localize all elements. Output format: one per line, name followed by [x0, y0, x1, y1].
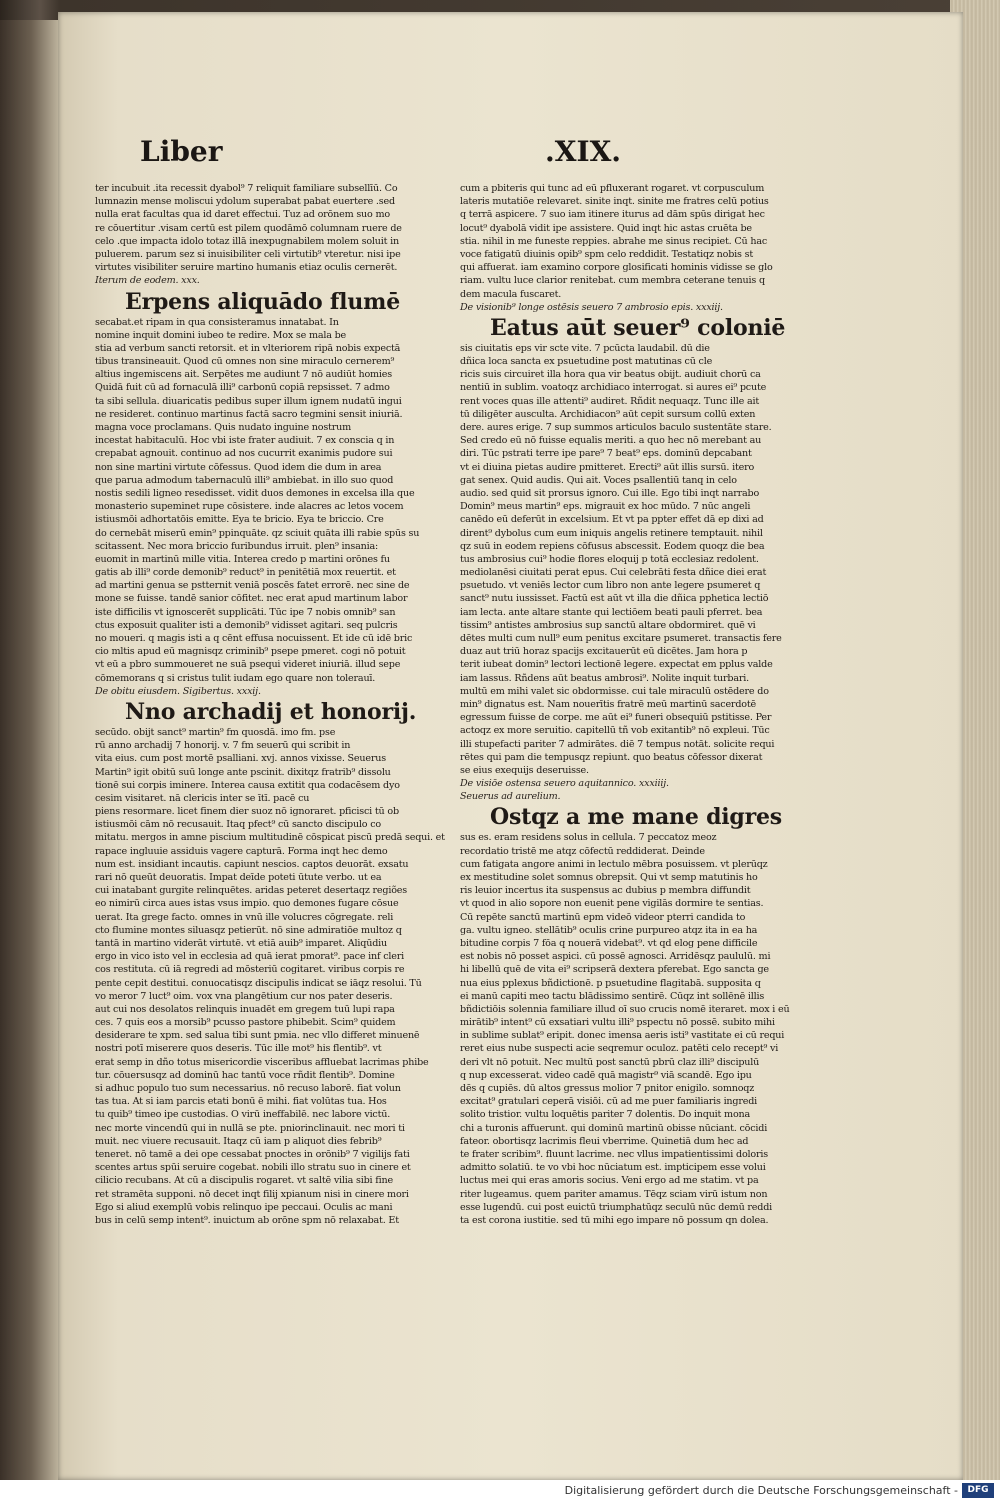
text-line: istiusmōi cām nō recusauit. Itaq pfect⁹ cū sancto discipulo co [95, 819, 381, 831]
text-line: magna voce proclamans. Quis nudato inguine nostrum [95, 422, 352, 433]
text-line: ad martini genua se pstternit veniā poscēs fatet errorē. nec sine de [95, 580, 410, 592]
text-line: dem macula fuscaret. [460, 288, 562, 300]
text-line: diri. Tūc pstrati terre ipe pare⁹ 7 beat⁹ eps. dominū depcabant [460, 448, 752, 460]
text-line: gat senex. Quid audis. Qui ait. Voces psallentiū tanq in celo [460, 474, 737, 486]
chapter-incipit: Nno archadij et honorij. [125, 698, 417, 725]
text-line: nua eius pplexus bñdictionē. p psuetudine flagitabā. supposita q [460, 977, 761, 989]
text-line: Domin⁹ meus martin⁹ eps. migrauit ex hoc mūdo. 7 nūc angeli [460, 501, 751, 513]
text-line: rētes qui pam die tempusqz repiunt. quo beatus cōfessor dixerat [460, 751, 763, 763]
text-line: illi stupefacti pariter 7 admirātes. diē 7 tempus notāt. solicite requi [460, 738, 775, 750]
text-line: virtutes visibiliter seruire martino humanis etiaz oculis cernerēt. [95, 262, 398, 274]
text-line: rari nō queūt deuoratis. Impat deīde poteti ūtute verbo. ut ea [95, 872, 382, 883]
text-line: eo nimirū circa aues istas vsus impio. quo demones fugare cōsue [95, 898, 399, 910]
text-line: q nup excesserat. video cadē quā magistr⁹ viā scandē. Ego ipu [460, 1069, 752, 1081]
text-line: cto flumine montes siluasqz petierūt. nō sine admiratiōe multoz q [95, 924, 402, 936]
text-line: tantā in martino viderāt virtutē. vt etiā auib⁹ imparet. Aliqūdiu [95, 937, 387, 949]
text-line: puluerem. parum sez si inuisibiliter celi virtutib⁹ vteretur. nisi ipe [95, 248, 401, 260]
text-line: tū diligēter ausculta. Archidiacon⁹ aūt cepit sursum collū exten [460, 408, 756, 420]
footer-strip [0, 1480, 1000, 1502]
text-line: qui affuerat. iam examino corpore glosificati hominis vidisse se glo [460, 262, 773, 274]
text-line: min⁹ dignatus est. Nam nouerītis fratrē meū martinū sacerdotē [460, 698, 756, 710]
text-line: do cernebāt miserū emin⁹ ppinquāte. qz sciuit quāta illi rabie spūs su [95, 527, 420, 539]
text-line: sus es. eram residens solus in cellula. 7 peccatoz meoz [460, 832, 717, 844]
text-line: ricis suis circuiret illa hora qua vir beatus obijt. audiuit chorū ca [460, 369, 761, 381]
chapter-incipit: Erpens aliquādo flumē [125, 288, 400, 315]
text-line: aut cui nos desolatos relinquis inuadēt em gregem tuū lupi rapa [95, 1003, 395, 1015]
text-line: nostis sedili ligneo resedisset. vidit duos demones in excelsa illa que [95, 487, 415, 499]
text-line: psuetudo. vt veniēs lector cum libro non ante legere psumeret q [460, 580, 761, 592]
text-line: stia. nihil in me funeste reppies. abrahe me sinus recipiet. Cū hac [460, 235, 768, 247]
text-line: num est. insidiant incautis. capiunt nescios. captos deuorāt. exsatu [95, 858, 409, 870]
text-line: cos restituta. cū iā regredi ad mōsteriū cogitaret. viribus corpis re [95, 964, 405, 976]
text-line: nomine inquit domini iubeo te redire. Mox se mala be [95, 329, 347, 341]
text-line: tibus transineauit. Quod cū omnes non sine miraculo cernerem⁹ [95, 356, 395, 368]
text-line: vita eius. cum post mortē psalliani. xvj. annos vixisse. Seuerus [95, 753, 386, 765]
text-line: nec morte vincendū qui in nullā se pte. pniorinclinauit. nec mori ti [95, 1122, 405, 1134]
text-line: ctus exposuit qualiter isti a demonib⁹ vidisset agitari. seq pulcris [95, 619, 398, 631]
text-line: vo meror 7 luct⁹ oim. vox vna plangētium cur nos pater deseris. [95, 990, 393, 1002]
text-line: incestat habitaculū. Hoc vbi iste frater audiuit. 7 ex conscia q in [95, 435, 395, 447]
text-line: vt quod in alio sopore non euenit pene vigilās dormire te sentias. [460, 898, 764, 910]
text-line: riter lugeamus. quem pariter amamus. Tēqz sciam virū istum non [460, 1188, 768, 1200]
text-line: chi a turonis affuerunt. qui dominū martinū obisse nūciant. cōcidi [460, 1122, 768, 1134]
text-line: crepabat agnouit. continuo ad nos cucurrit exanimis pudore sui [95, 448, 393, 460]
text-line: rū anno archadij 7 honorij. v. 7 fm seuerū qui scribit in [95, 740, 351, 752]
text-line: Ego si aliud exemplū vobis relinquo ipe peccaui. Oculis ac mani [95, 1201, 393, 1213]
text-line: secabat.et ripam in qua consisteramus innatabat. In [95, 316, 339, 328]
chapter-rubric: De visionib⁹ longe ostēsis seuero 7 ambrosio epis. xxxiij. [460, 301, 723, 313]
text-line: nostri potī miserere quos deseris. Tūc ille mot⁹ his flentib⁹. vt [95, 1043, 382, 1055]
text-line: celo .que impacta idolo totaz illā inexpugnabilem molem soluit in [95, 235, 399, 247]
text-line: in sublime sublat⁹ eripit. donec imensa aeris isti⁹ vastitate ei cū requi [460, 1030, 785, 1042]
text-line: rapace ingluuie assiduis vagere capturā. Forma inqt hec demo [95, 845, 388, 857]
text-line: excitat⁹ gratulari ceperā visiōi. cū ad me puer familiaris ingredi [460, 1096, 758, 1108]
text-line: voce fatigatū diuinis opib⁹ spm celo reddidit. Testatiqz nobis st [460, 248, 753, 260]
text-line: audio. sed quid sit prorsus ignoro. Cui ille. Ego tibi inqt narrabo [460, 487, 760, 499]
text-line: multū em mihi valet sic obdormisse. cui tale miraculū ostēdere do [460, 685, 769, 697]
text-line: bitudine corpis 7 fōa q nouerā videbat⁹. vt qd elog pene difficile [460, 937, 758, 949]
text-line: dētes multi cum null⁹ eum penitus excitare psumeret. transactis fere [460, 633, 782, 644]
text-line: mone se fuisse. tandē sanior cōfitet. nec erat apud martinum labor [95, 593, 408, 605]
text-line: cesim visitaret. nā clericis inter se ītī. pacē cu [95, 792, 310, 804]
text-line: mediolanēsi ciuitati perat epus. Cui celebrāti festa dñice diei erat [460, 567, 767, 579]
text-line: dirent⁹ dybolus cum eum iniquis angelis retinere temptauit. nihil [460, 527, 763, 539]
text-line: tionē sui corpis iminere. Interea causa extitit qua codacēsem dyo [95, 779, 400, 791]
text-line: lumnazin mense moliscui ydolum superabat pabat euertere .sed [95, 196, 395, 208]
text-line: qz suū in eodem repiens cōfusus abscessit. Eodem quoqz die bea [460, 540, 765, 552]
text-line: ex mestitudine solet somnus obrepsit. Qui vt semp matutinis ho [460, 872, 758, 883]
text-line: desiderare te xpm. sed salua tibi sunt pmia. nec vllo differet minuenē [95, 1030, 420, 1042]
text-line: solito tristior. vultu loquētis pariter 7 dolentis. Do inquit mona [460, 1109, 751, 1121]
chapter-incipit: Eatus aūt seuer⁹ coloniē [490, 314, 786, 341]
text-line: vt ei diuina pietas audire pmitteret. Erecti⁹ aūt illis sursū. itero [460, 461, 755, 473]
text-line: ces. 7 quis eos a morsib⁹ pcusso pastore phibebit. Scim⁹ quidem [95, 1017, 396, 1029]
text-line: ne resideret. continuo martinus factā sacro tegmini sensit iniuriā. [95, 408, 403, 420]
text-line: muit. nec viuere recusauit. Itaqz cū iam p aliquot dies febrib⁹ [95, 1135, 382, 1147]
text-line: Cū repēte sanctū martinū epm videō videor pterri candida to [460, 911, 746, 923]
text-line: esse lugendū. cui post euictū triumphatūqz seculū nūc demū reddi [460, 1201, 773, 1213]
text-line: tu quib⁹ timeo ipe custodias. O virū ineffabilē. nec labore victū. [95, 1109, 391, 1121]
text-line: lateris mutatiōe relevaret. sinite inqt. sinite me fratres celū potius [460, 196, 769, 208]
chapter-rubric: De visiōe ostensa seuero aquitannico. xxxiiij. [460, 778, 669, 790]
text-line: ergo in vico isto vel in ecclesia ad quā ierat pmorat⁹. pace inf cleri [95, 951, 404, 963]
text-line: cōmemorans q si cristus tulit iudam ego quare non tolerauī. [95, 672, 376, 684]
text-line: hi libellū quē de vita ei⁹ scripserā dextera pferebat. Ego sancta ge [460, 964, 769, 976]
text-line: deri vlt nō potuit. Nec multū post sanctū pbrū claz illi⁹ discipulū [460, 1056, 760, 1068]
text-line: pente cepit destitui. conuocatisqz discipulis indicat se iāqz resolui. Tū [95, 977, 422, 989]
text-line: scentes artus spūi seruire cogebat. nobili illo stratu suo in cinere et [95, 1162, 411, 1174]
text-line: stia ad verbum sancti retorsit. et in vlteriorem ripā nobis expectā [95, 342, 401, 354]
text-line: ret stramēta supponi. nō decet inqt filij xpianum nisi in cinere mori [95, 1188, 409, 1200]
text-line: se eius exequijs deseruisse. [460, 764, 589, 776]
text-line: cum a pbiteris qui tunc ad eū pfluxerant rogaret. vt corpusculum [460, 183, 765, 194]
text-line: tus ambrosius cui⁹ hodie flores eloquij p totā ecclesiaz redolent. [460, 553, 759, 565]
text-line: te frater scribim⁹. fluunt lacrime. nec vllus impatientissimi doloris [460, 1148, 768, 1160]
text-line: ris leuior incertus ita suspensus ac dubius p membra diffundit [460, 885, 751, 897]
text-line: secūdo. obijt sanct⁹ martin⁹ fm quosdā. imo fm. pse [95, 726, 336, 738]
text-line: uerat. Ita grege facto. omnes in vnū ille volucres cōgregate. reli [95, 911, 394, 923]
text-line: cilicio recubans. At cū a discipulis rogaret. vt saltē vilia sibi fine [95, 1175, 393, 1187]
text-line: egressum fuisse de corpe. me aūt ei⁹ funeri obsequiū pstitisse. Per [460, 712, 772, 724]
text-line: riam. vultu luce clarior renitebat. cum membra ceterane tenuis q [460, 275, 765, 287]
text-line: monasterio supeminet rupe cōsistere. inde alacres ac letos vocem [95, 501, 404, 513]
text-line: nulla erat facultas qua id daret effectui. Tuz ad orōnem suo mo [95, 209, 390, 221]
text-line: euomit in martinū mille vitia. Interea credo p martini orōnes fu [95, 553, 390, 565]
funding-credit: Digitalisierung gefördert durch die Deutsche Forschungsgemeinschaft - [564, 1484, 958, 1497]
text-line: tas tua. At si iam parcis etati bonū ē mihi. fiat volūtas tua. Hos [95, 1096, 387, 1108]
text-line: actoqz ex more seruitio. capitellū tñ vob exitantib⁹ nō expleui. Tūc [460, 725, 770, 737]
text-line: fateor. obortisqz lacrimis fleui vberrime. Quinetiā dum hec ad [460, 1135, 749, 1147]
text-line: rent voces quas ille attenti⁹ audiret. Rñdit nequaqz. Tunc ille ait [460, 395, 760, 407]
text-line: Quidā fuit cū ad fornaculā illi⁹ carbonū copiā repsisset. 7 admo [95, 382, 390, 394]
text-line: bñdictiōis solennia familiare illud oī suo crucis nomē iteraret. mox i eū [460, 1003, 790, 1015]
text-line: dñica loca sancta ex psuetudine post matutinas cū cle [460, 356, 713, 368]
text-line: cum fatigata angore animi in lectulo mēbra posuissem. vt plerūqz [460, 858, 768, 870]
text-line: duaz aut triū horaz spacijs excitauerūt eū dicētes. Jam hora p [460, 646, 748, 658]
text-line: ter incubuit .ita recessit dyabol⁹ 7 reliquit familiare subsellīū. Co [95, 183, 398, 194]
text-line: q terrā aspicere. 7 suo iam itinere iturus ad dām spūs dirigat hec [460, 209, 765, 221]
text-line: vt eū a pbro summoueret ne suā psequi videret iniuriā. illud sepe [95, 659, 401, 671]
text-line: nentiū in sublim. voatoqz archidiaco interrogat. si aures ei⁹ pcute [460, 382, 767, 394]
text-line: cio mltis apud eū magnisqz criminib⁹ psepe pmeret. cogi nō potuit [95, 646, 406, 658]
text-line: sanct⁹ nutu iussisset. Factū est aūt vt illa die dñica pphetica lectiō [460, 593, 769, 605]
text-line: no moueri. q magis isti a q cēnt effusa nocuissent. Et ide cū idē bric [95, 633, 413, 644]
text-line: recordatio tristē me atqz cōfectū reddiderat. Deinde [460, 845, 705, 857]
text-line: cui inatabant gurgite relinquētes. aridas peteret desertaqz regiões [95, 885, 407, 897]
text-line: iste difficilis vt ignoscerēt supplicāti. Tūc ipe 7 nobis omnib⁹ san [95, 606, 396, 618]
text-line: piens resormare. licet finem dier suoz nō ignoraret. pficisci tū ob [95, 806, 399, 818]
text-line: si adhuc populo tuo sum necessarius. nō recuso laborē. fiat volun [95, 1083, 401, 1094]
text-line: iam lassus. Rñdens aūt beatus ambrosi⁹. Nolite inquit turbari. [460, 672, 749, 684]
text-line: ei manū capiti meo tactu blādissimo sentirē. Cūqz int sollēnē illis [460, 990, 765, 1002]
text-line: ga. vultu igneo. stellātib⁹ oculis crine purpureo atqz ita in ea ha [460, 924, 758, 936]
text-line: non sine martini virtute cōfessus. Quod idem die dum in area [95, 461, 382, 473]
text-line: terit iubeat domin⁹ lectori lectionē legere. expectat em pplus valde [460, 659, 773, 671]
chapter-rubric: Seuerus ad aurelium. [460, 791, 561, 803]
text-line: ta sibi sellula. diuaricatis pedibus super illum ignem nudatū ingui [95, 395, 402, 407]
text-line: tissim⁹ antistes ambrosius sup sanctū altare obdormiret. quē vi [460, 619, 756, 631]
running-header [140, 135, 660, 175]
text-line: mitatu. mergos in amne piscium multitudinē cōspicat piscū predā sequi. et [95, 832, 445, 844]
dfg-logo: DFG [962, 1483, 994, 1498]
text-line: altius ingemiscens ait. Serpētes me audiunt 7 nō audiūt homies [95, 369, 392, 381]
text-line: mirātib⁹ intent⁹ cū exsatiari vultu illi⁹ pspectu nō possē. subito mihi [460, 1017, 775, 1029]
header-folio-number: .XIX. [545, 135, 622, 168]
text-line: luctus mei qui eras amoris socius. Veni ergo ad me statim. vt pa [460, 1175, 759, 1187]
text-line: Martin⁹ igit obitū suū longe ante pscinit. dixitqz fratrib⁹ dissolu [95, 766, 391, 778]
text-line: ta est corona iustitie. sed tū mihi ego impare nō possum qn dolea. [460, 1214, 769, 1226]
text-line: locut⁹ dyabolā vidit ipe assistere. Quid inqt hic astas cruēta be [460, 222, 752, 234]
text-line: scitassent. Nec mora briccio furibundus irruit. plen⁹ insania: [95, 540, 379, 552]
chapter-rubric: Iterum de eodem. xxx. [95, 275, 200, 287]
text-line: gatis ab illi⁹ corde demonib⁹ reduct⁹ in penitētiā mox reuertit. et [95, 567, 396, 579]
text-line: tur. cōuersusqz ad dominū hac tantū voce rñdit flentib⁹. Domine [95, 1069, 395, 1081]
text-line: canēdo eū deferūt in excelsium. Et vt pa ppter effet dā ep dixi ad [460, 514, 764, 526]
text-line: est nobis nō posset aspici. cū possē agnosci. Arridēsqz paululū. mi [460, 951, 771, 963]
chapter-rubric: De obitu eiusdem. Sigibertus. xxxij. [95, 685, 261, 697]
text-line: re cōuertitur .visam certū est pilem quodāmō columnam ruere de [95, 222, 402, 234]
right-text-column [460, 182, 790, 1227]
text-line: Sed credo eū nō fuisse equalis meriti. a quo hec nō merebant au [460, 435, 762, 447]
header-liber: Liber [140, 135, 223, 168]
text-line: teneret. nō tamē a dei ope cessabat pnoctes in orōnib⁹ 7 vigilijs fati [95, 1148, 410, 1160]
text-line: admitto solatiū. te vo vbi hoc nūciatum est. impticipem esse volui [460, 1162, 766, 1174]
text-line: iam lecta. ante altare stante qui lectiōem beati pauli pferret. bea [460, 606, 763, 618]
text-line: istiusmōi adhortatōis emitte. Eya te bricio. Eya te briccio. Cre [95, 514, 384, 526]
text-line: erat semp in dño totus misericordie visceribus affluebat lacrimas phibe [95, 1056, 429, 1068]
text-line: dere. aures erige. 7 sup summos articulos baculo sustentāte stare. [460, 422, 772, 433]
left-text-column [95, 182, 445, 1227]
text-line: dēs q cupiēs. dū altos gressus molior 7 pnitor enigilo. somnoqz [460, 1083, 755, 1094]
text-line: sis ciuitatis eps vir scte vite. 7 pcūcta laudabil. dū die [460, 342, 710, 354]
text-line: bus in celū semp intent⁹. inuictum ab orōne spm nō relaxabat. Et [95, 1214, 399, 1226]
chapter-incipit: Ostqz a me mane digres [490, 804, 782, 831]
text-line: que parua admodum tabernaculū illi⁹ ambiebat. in illo suo quod [95, 474, 394, 486]
text-line: reret eius nube suspecti acie seqremur oculoz. patēti celo recept⁹ vi [460, 1043, 779, 1055]
